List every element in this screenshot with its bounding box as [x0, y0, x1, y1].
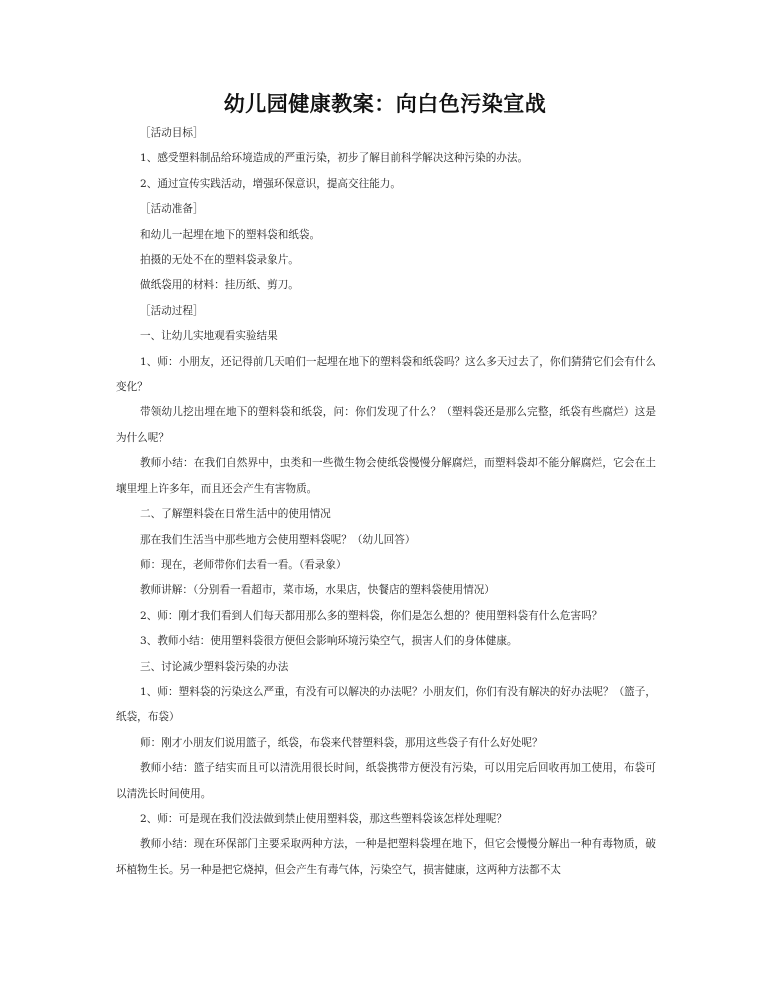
- section-heading-preparation: ［活动准备］: [140, 203, 204, 216]
- preparation-item-1: 和幼儿一起埋在地下的塑料袋和纸袋。: [140, 228, 321, 241]
- paragraph: 教师小结：现在环保部门主要采取两种方法，一种是把塑料袋埋在地下，但它会慢慢分解出一种有毒物质，破坏植物生长。另一种是把它烧掉，但会产生有毒气体，污染空气，损害健康，这两种方法都不太: [116, 838, 656, 876]
- paragraph: 3、教师小结：使用塑料袋很方便但会影响环境污染空气，损害人们的身体健康。: [140, 635, 518, 648]
- document-body: [116, 121, 656, 883]
- paragraph: 教师小结：篮子结实而且可以清洗用很长时间，纸袋携带方便没有污染，可以用完后回收再加工使用，布袋可以清洗长时间使用。: [116, 762, 656, 800]
- paragraph: 师：现在，老师带你们去看一看。（看录象）: [140, 558, 347, 571]
- paragraph: 带领幼儿挖出埋在地下的塑料袋和纸袋，问：你们发现了什么？（塑料袋还是那么完整，纸袋有些腐烂）这是为什么呢？: [116, 406, 656, 444]
- paragraph: 教师讲解：（分别看一看超市，菜市场，水果店，快餐店的塑料袋使用情况）: [140, 584, 495, 597]
- paragraph: 师：刚才小朋友们说用篮子，纸袋，布袋来代替塑料袋，那用这些袋子有什么好处呢？: [140, 736, 543, 749]
- section-heading-process: ［活动过程］: [140, 304, 204, 317]
- page-title: 幼儿园健康教案：向白色污染宣战: [223, 91, 547, 116]
- process-step-2-heading: 二、了解塑料袋在日常生活中的使用情况: [140, 508, 331, 521]
- paragraph: 那在我们生活当中那些地方会使用塑料袋呢？（幼儿回答）: [140, 533, 416, 546]
- goal-item-2: 2、通过宣传实践活动，增强环保意识，提高交往能力。: [140, 177, 401, 190]
- preparation-item-2: 拍摄的无处不在的塑料袋录象片。: [140, 254, 299, 267]
- paragraph: 1、师：小朋友，还记得前几天咱们一起埋在地下的塑料袋和纸袋吗？这么多天过去了，你们猜猜它们会有什么变化？: [116, 355, 656, 394]
- paragraph: 2、师：可是现在我们没法做到禁止使用塑料袋，那这些塑料袋该怎样处理呢？: [140, 812, 507, 825]
- paragraph: 教师小结：在我们自然界中，虫类和一些微生物会使纸袋慢慢分解腐烂，而塑料袋却不能分解腐烂，它会在土壤里埋上许多年，而且还会产生有害物质。: [116, 457, 656, 495]
- process-step-3-heading: 三、讨论减少塑料袋污染的办法: [140, 660, 289, 673]
- preparation-item-3: 做纸袋用的材料：挂历纸、剪刀。: [140, 279, 299, 292]
- paragraph: 2、师：刚才我们看到人们每天都用那么多的塑料袋，你们是怎么想的？使用塑料袋有什么危害吗？: [140, 609, 603, 622]
- section-heading-goals: ［活动目标］: [140, 127, 204, 139]
- goal-item-1: 1、感受塑料制品给环境造成的严重污染，初步了解目前科学解决这种污染的办法。: [140, 152, 529, 165]
- paragraph: 1、师：塑料袋的污染这么严重，有没有可以解决的办法呢？小朋友们，你们有没有解决的好办法呢？（篮子，纸袋，布袋）: [116, 685, 656, 724]
- process-step-1-heading: 一、让幼儿实地观看实验结果: [140, 330, 278, 343]
